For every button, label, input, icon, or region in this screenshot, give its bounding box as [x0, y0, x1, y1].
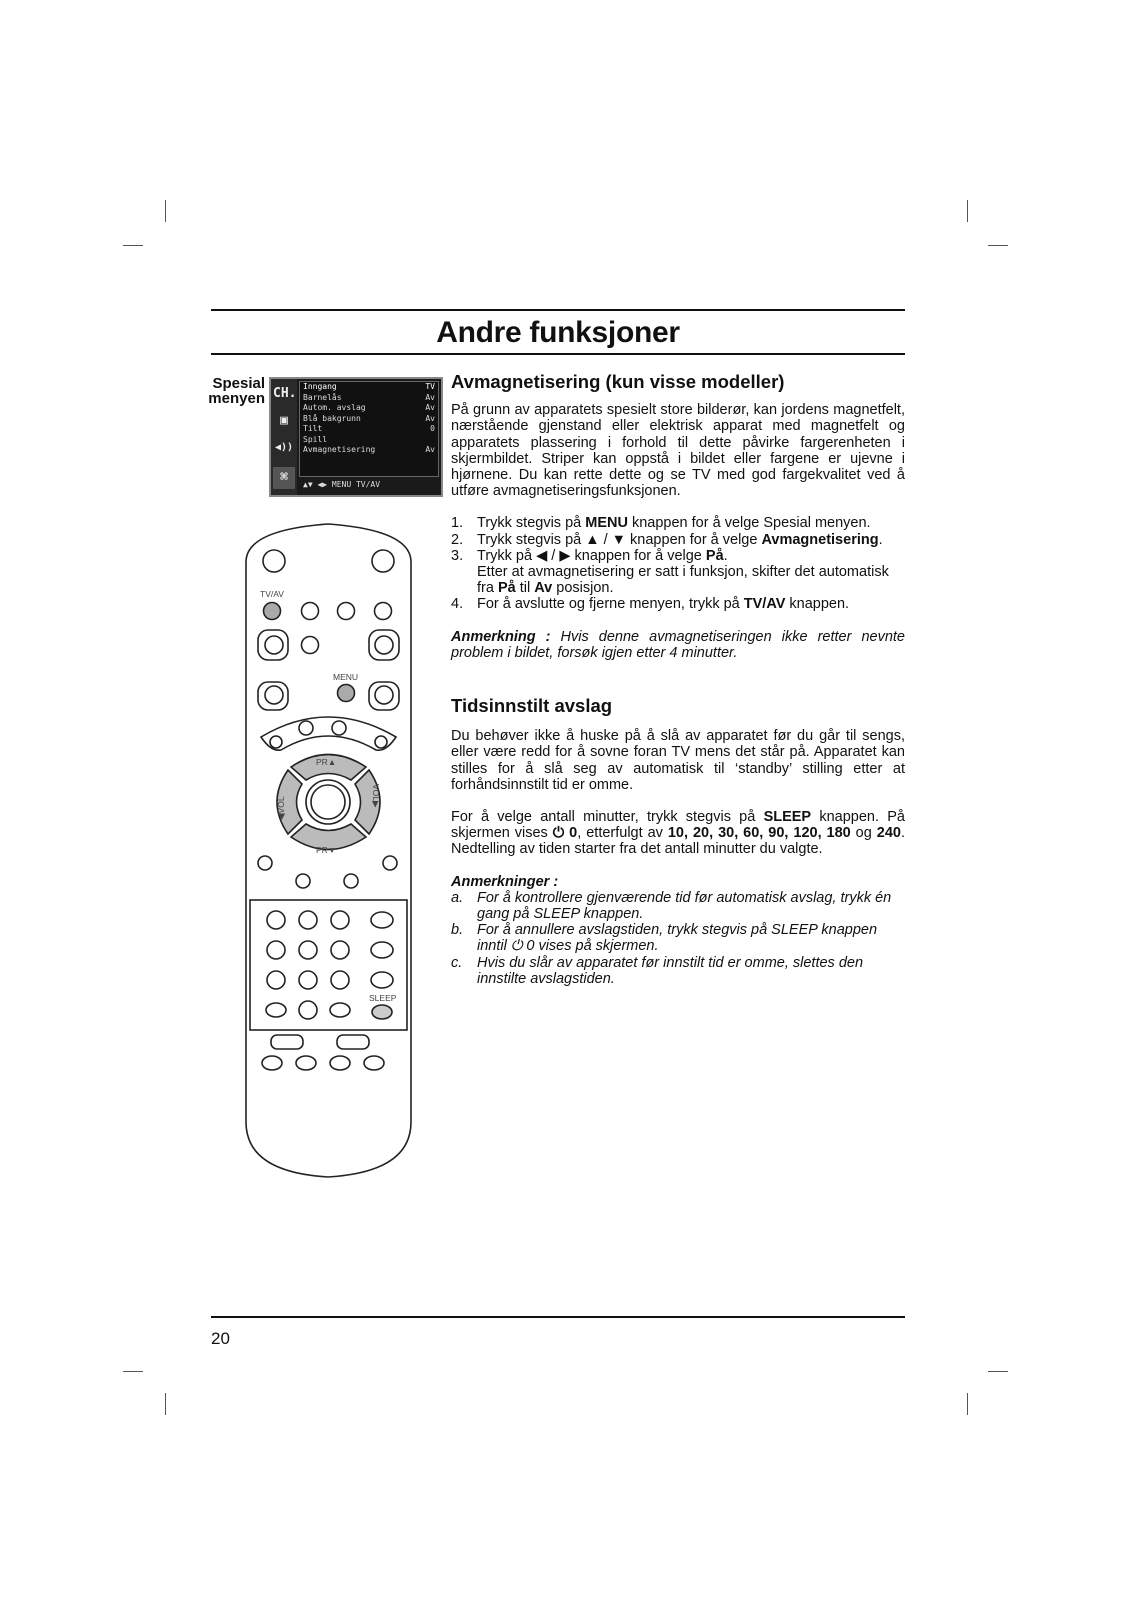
- osd-row-label: Avmagnetisering: [303, 445, 376, 454]
- note-text: For å kontrollere gjenværende tid før automatisk avslag, trykk én gang på SLEEP knappen.: [477, 889, 892, 923]
- note-label: Anmerkning :: [451, 628, 551, 645]
- osd-row-value: 0: [430, 424, 435, 433]
- section-avmagnetisering: [451, 371, 906, 661]
- step-text: til: [515, 580, 535, 597]
- osd-row: [300, 403, 438, 414]
- step-bold: På: [497, 580, 516, 597]
- crop-mark: [165, 200, 166, 222]
- page-title: Andre funksjoner: [436, 316, 680, 349]
- timer-icon: ⏻: [552, 825, 570, 842]
- osd-row-value: Av: [425, 413, 435, 423]
- crop-mark: [165, 1393, 166, 1415]
- step-text: knappen for å velge Spesial menyen.: [627, 515, 871, 532]
- crop-mark: [967, 200, 968, 222]
- step-text: Trykk stegvis på: [477, 515, 586, 532]
- crop-mark: [123, 1371, 143, 1372]
- osd-icon-column: [271, 379, 297, 495]
- osd-row: [300, 382, 438, 393]
- sleep-button: [372, 1005, 392, 1019]
- step-item: [451, 548, 905, 597]
- step-number: 2.: [451, 531, 464, 548]
- title-bottom-rule: [211, 353, 905, 355]
- osd-row-value: TV: [425, 382, 435, 391]
- note-item: [451, 890, 905, 922]
- paragraph: Du behøver ikke å huske på å slå av apparatet før du går til sengs, eller være redd for å sovne foran TV mens det står på. Apparatet kan stilles for å slå seg av automatisk til ‘standby’ stilling etter at forhåndsinnstilt tid er omme.: [451, 728, 905, 793]
- step-text: Trykk stegvis på ▲ / ▼ knappen for å velge: [477, 531, 762, 548]
- step-bold: Av: [534, 580, 553, 597]
- step-item: [451, 532, 905, 548]
- vol-left-label: ◀VOL: [276, 796, 286, 820]
- bold-text: 0: [569, 825, 578, 842]
- section-heading: Tidsinnstilt avslag: [451, 695, 613, 716]
- note-letter: c.: [451, 954, 463, 971]
- notes-label: Anmerkninger :: [451, 873, 559, 890]
- step-text: .: [723, 547, 728, 564]
- note-text: For å annullere avslagstiden, trykk stegvis på SLEEP knappen inntil ⏻ 0 vises på skjermen.: [477, 922, 878, 955]
- tvav-button: [264, 603, 281, 620]
- step-bold: MENU: [585, 515, 628, 532]
- step-text: Trykk på ◀ / ▶ knappen for å velge: [477, 547, 706, 564]
- step-number: 4.: [451, 596, 464, 613]
- osd-row-label: Blå bakgrunn: [303, 413, 361, 423]
- crop-mark: [967, 1393, 968, 1415]
- note-letter: a.: [451, 889, 464, 906]
- osd-row-label: Autom. avslag: [303, 403, 366, 412]
- step-bold: TV/AV: [743, 596, 786, 613]
- notes-list: [451, 890, 905, 987]
- vol-right-label: VOL▶: [371, 784, 381, 808]
- osd-row-value: Av: [425, 445, 435, 454]
- step-text: knappen.: [785, 596, 850, 613]
- text: og: [850, 825, 877, 842]
- osd-row-label: Barnelås: [303, 392, 342, 402]
- osd-menu: [269, 377, 443, 497]
- menu-button: [338, 685, 355, 702]
- osd-row: [300, 393, 438, 404]
- text: For å velge antall minutter, trykk stegvis på: [451, 809, 764, 826]
- ok-button: [306, 780, 350, 824]
- step-item: [451, 515, 905, 531]
- side-label: [205, 376, 265, 406]
- osd-row: [300, 435, 438, 446]
- step-bold: På: [705, 547, 724, 564]
- power-button: [263, 550, 285, 572]
- step-text: .: [878, 531, 883, 548]
- footer-rule: [211, 1316, 905, 1318]
- osd-footer: ▲▼ ◀▶ MENU TV/AV: [303, 480, 381, 489]
- crop-mark: [988, 245, 1008, 246]
- sound-icon: ◀)): [274, 442, 294, 453]
- menu-label: MENU: [333, 672, 359, 682]
- step-text: Etter at avmagnetisering er satt i funksjon, skifter det automatisk fra: [477, 564, 889, 597]
- osd-row: [300, 414, 438, 425]
- text: knappen. På skjermen vises: [451, 809, 905, 842]
- osd-row-label: Tilt: [303, 424, 323, 433]
- bold-text: SLEEP: [763, 809, 812, 826]
- osd-row: [300, 445, 438, 456]
- step-item: [451, 596, 905, 612]
- section-tidsinnstilt-avslag: [451, 695, 905, 987]
- osd-row-label: Spill: [303, 434, 328, 444]
- side-label-line1: Spesial: [212, 375, 265, 392]
- pr-down-label: PR▼: [316, 845, 337, 855]
- text: . Nedtelling av tiden starter fra det antall minutter du valgte.: [451, 825, 905, 858]
- note-item: [451, 955, 905, 987]
- osd-row-value: Av: [425, 403, 435, 412]
- intro-paragraph: På grunn av apparatets spesielt store bilderør, kan jordens magnetfelt, nærstående gjenstand eller elektrisk apparat med magnetfelt og apparatets plassering i forhold til dette påvirke fargerenheten i skjermbildet. Striper kan oppstå i bildet eller fargene er ujevne i hjørnene. Du kan rette dette og se TV med god fargekvalitet ved å utføre avmagnetiseringsfunksjonen.: [451, 402, 905, 500]
- note-text: Hvis du slår av apparatet før innstilt tid er omme, slettes den innstilte avslagstiden.: [477, 954, 864, 987]
- paragraph: [451, 809, 905, 858]
- crop-mark: [123, 245, 143, 246]
- step-number: 3.: [451, 547, 464, 564]
- note-letter: b.: [451, 922, 464, 939]
- osd-row-label: Inngang: [303, 382, 337, 391]
- note-paragraph: [451, 629, 905, 661]
- step-text: For å avslutte og fjerne menyen, trykk på: [477, 596, 744, 613]
- note-text: Hvis denne avmagnetiseringen ikke retter nevnte problem i bildet, forsøk igjen etter 4 minutter.: [451, 628, 906, 661]
- section-heading: Avmagnetisering (kun visse modeller): [451, 371, 785, 392]
- picture-icon: ▣: [280, 413, 288, 428]
- bold-text: 10, 20, 30, 60, 90, 120, 180: [667, 825, 851, 842]
- channel-icon: CH.: [273, 386, 297, 401]
- bold-text: 240: [876, 825, 901, 842]
- osd-row-value: Av: [425, 392, 435, 402]
- remote-control-illustration: [236, 522, 421, 1182]
- osd-row: [300, 424, 438, 435]
- page-number: 20: [211, 1329, 230, 1348]
- special-icon: ⌘: [273, 467, 295, 489]
- step-bold: Avmagnetisering: [761, 531, 879, 548]
- pr-up-label: PR▲: [316, 757, 337, 767]
- steps-list: [451, 515, 905, 612]
- side-label-line2: menyen: [208, 390, 265, 407]
- sleep-label: SLEEP: [369, 993, 397, 1003]
- text: , etterfulgt av: [577, 825, 668, 842]
- mute-button: [372, 550, 394, 572]
- step-text: posisjon.: [552, 580, 614, 597]
- note-item: [451, 922, 905, 954]
- step-number: 1.: [451, 515, 464, 532]
- osd-menu-list: [299, 381, 439, 477]
- crop-mark: [988, 1371, 1008, 1372]
- tvav-label: TV/AV: [260, 589, 284, 599]
- title-top-rule: [211, 309, 905, 311]
